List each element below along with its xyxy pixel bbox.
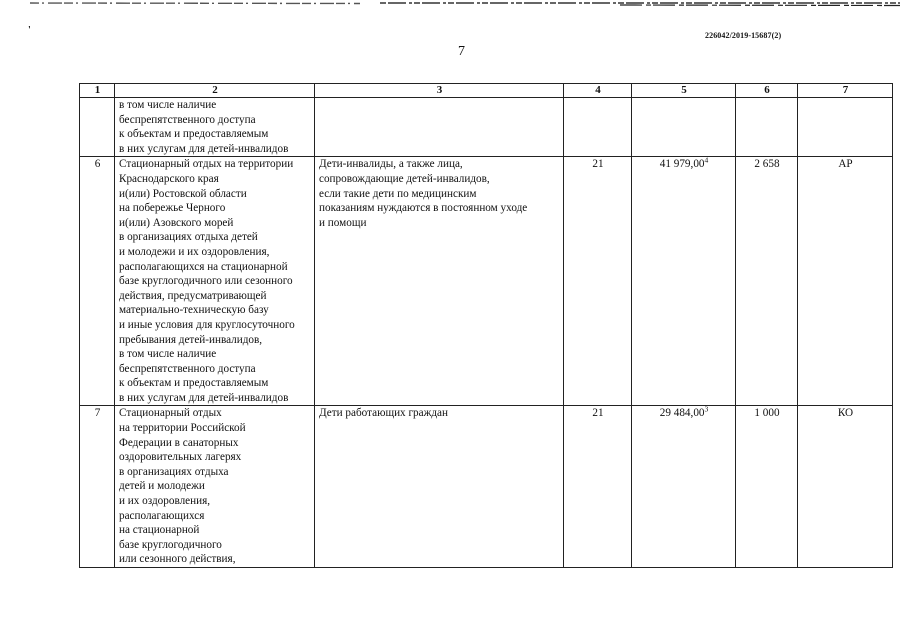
code-cell xyxy=(798,98,893,157)
service-description-line: и(или) Азовского морей xyxy=(119,216,234,229)
service-description-cell xyxy=(115,157,315,406)
service-description-line: в том числе наличие xyxy=(119,99,217,111)
cost-cell xyxy=(632,98,736,157)
recipient-category-line: если такие дети по медицинским xyxy=(319,187,477,200)
column-header-5: 5 xyxy=(632,84,736,98)
column-header-3: 3 xyxy=(315,84,564,98)
service-description-line: базе круглогодичного xyxy=(119,538,222,551)
service-description-line: в организациях отдыха детей xyxy=(119,231,258,244)
page-number: 7 xyxy=(458,44,465,59)
service-description-line: и(или) Ростовской области xyxy=(119,187,247,200)
recipient-category-line: и помощи xyxy=(319,216,367,229)
recipient-category-line: Дети работающих граждан xyxy=(319,407,448,420)
cost-cell xyxy=(632,157,736,406)
document-code: 226042/2019-15687(2) xyxy=(705,31,782,40)
quantity-cell: 1 000 xyxy=(736,406,798,568)
footnote-marker: 4 xyxy=(704,155,709,165)
services-table xyxy=(79,83,893,568)
service-description-line: детей и молодежи xyxy=(119,480,205,493)
recipient-category-cell xyxy=(315,157,564,406)
column-header-1: 1 xyxy=(80,84,115,98)
service-description-line: пребывания детей-инвалидов, xyxy=(119,333,263,346)
service-description-line: базе круглогодичного или сезонного xyxy=(119,275,293,288)
table-row xyxy=(80,157,893,406)
row-number-cell xyxy=(80,98,115,157)
scan-noise-strip xyxy=(0,0,905,8)
recipient-category-line: показаниям нуждаются в постоянном уходе xyxy=(319,202,528,215)
service-description-line: Федерации в санаторных xyxy=(119,436,239,449)
days-count-cell: 21 xyxy=(564,157,632,406)
service-description-cell xyxy=(115,406,315,568)
cost-value: 29 484,00 xyxy=(659,407,705,420)
service-description-line: или сезонного действия, xyxy=(119,553,236,566)
table-row xyxy=(80,98,893,157)
row-number-cell: 7 xyxy=(80,406,115,568)
service-description-line: Стационарный отдых xyxy=(119,407,222,420)
code-cell: АР xyxy=(798,157,893,406)
recipient-category-cell xyxy=(315,98,564,157)
service-description-line: к объектам и предоставляемым xyxy=(119,128,269,141)
service-description-line: в организациях отдыха xyxy=(119,465,229,478)
quantity-cell: 2 658 xyxy=(736,157,798,406)
service-description-line: располагающихся на стационарной xyxy=(119,260,288,273)
service-description-line: на побережье Черного xyxy=(119,202,226,215)
table-header-row xyxy=(80,84,893,98)
recipient-category-cell xyxy=(315,406,564,568)
service-description-line: и молодежи и их оздоровления, xyxy=(119,245,270,258)
column-header-4: 4 xyxy=(564,84,632,98)
service-description-line: располагающихся xyxy=(119,509,205,522)
service-description-line: к объектам и предоставляемым xyxy=(119,377,269,390)
code-cell: КО xyxy=(798,406,893,568)
table-body xyxy=(80,98,893,568)
column-header-7: 7 xyxy=(798,84,893,98)
row-number-cell: 6 xyxy=(80,157,115,406)
days-count-cell: 21 xyxy=(564,406,632,568)
service-description-line: и иные условия для круглосуточного xyxy=(119,318,295,331)
service-description-line: беспрепятственного доступа xyxy=(119,362,256,375)
service-description-line: в них услугам для детей-инвалидов xyxy=(119,391,289,404)
service-description-line: действия, предусматривающей xyxy=(119,289,267,302)
service-description-line: на территории Российской xyxy=(119,422,246,435)
column-header-2: 2 xyxy=(115,84,315,98)
service-description-line: Стационарный отдых на территории xyxy=(119,158,294,171)
quantity-cell xyxy=(736,98,798,157)
cost-value: 41 979,00 xyxy=(659,158,705,171)
service-description-line: беспрепятственного доступа xyxy=(119,113,256,126)
service-description-line: материально-техническую базу xyxy=(119,304,269,317)
recipient-category-line: сопровождающие детей-инвалидов, xyxy=(319,172,490,185)
service-description-line: в том числе наличие xyxy=(119,348,217,361)
service-description-cell xyxy=(115,98,315,157)
recipient-category-line: Дети-инвалиды, а также лица, xyxy=(319,158,463,171)
service-description-line: в них услугам для детей-инвалидов xyxy=(119,142,289,155)
column-header-6: 6 xyxy=(736,84,798,98)
scan-tick-mark: ' xyxy=(28,25,31,36)
days-count-cell xyxy=(564,98,632,157)
table-row xyxy=(80,406,893,568)
service-description-line: оздоровительных лагерях xyxy=(119,451,242,464)
cost-cell xyxy=(632,406,736,568)
footnote-marker: 3 xyxy=(704,404,709,414)
service-description-line: на стационарной xyxy=(119,524,200,537)
service-description-line: Краснодарского края xyxy=(119,172,219,185)
service-description-line: и их оздоровления, xyxy=(119,495,211,508)
